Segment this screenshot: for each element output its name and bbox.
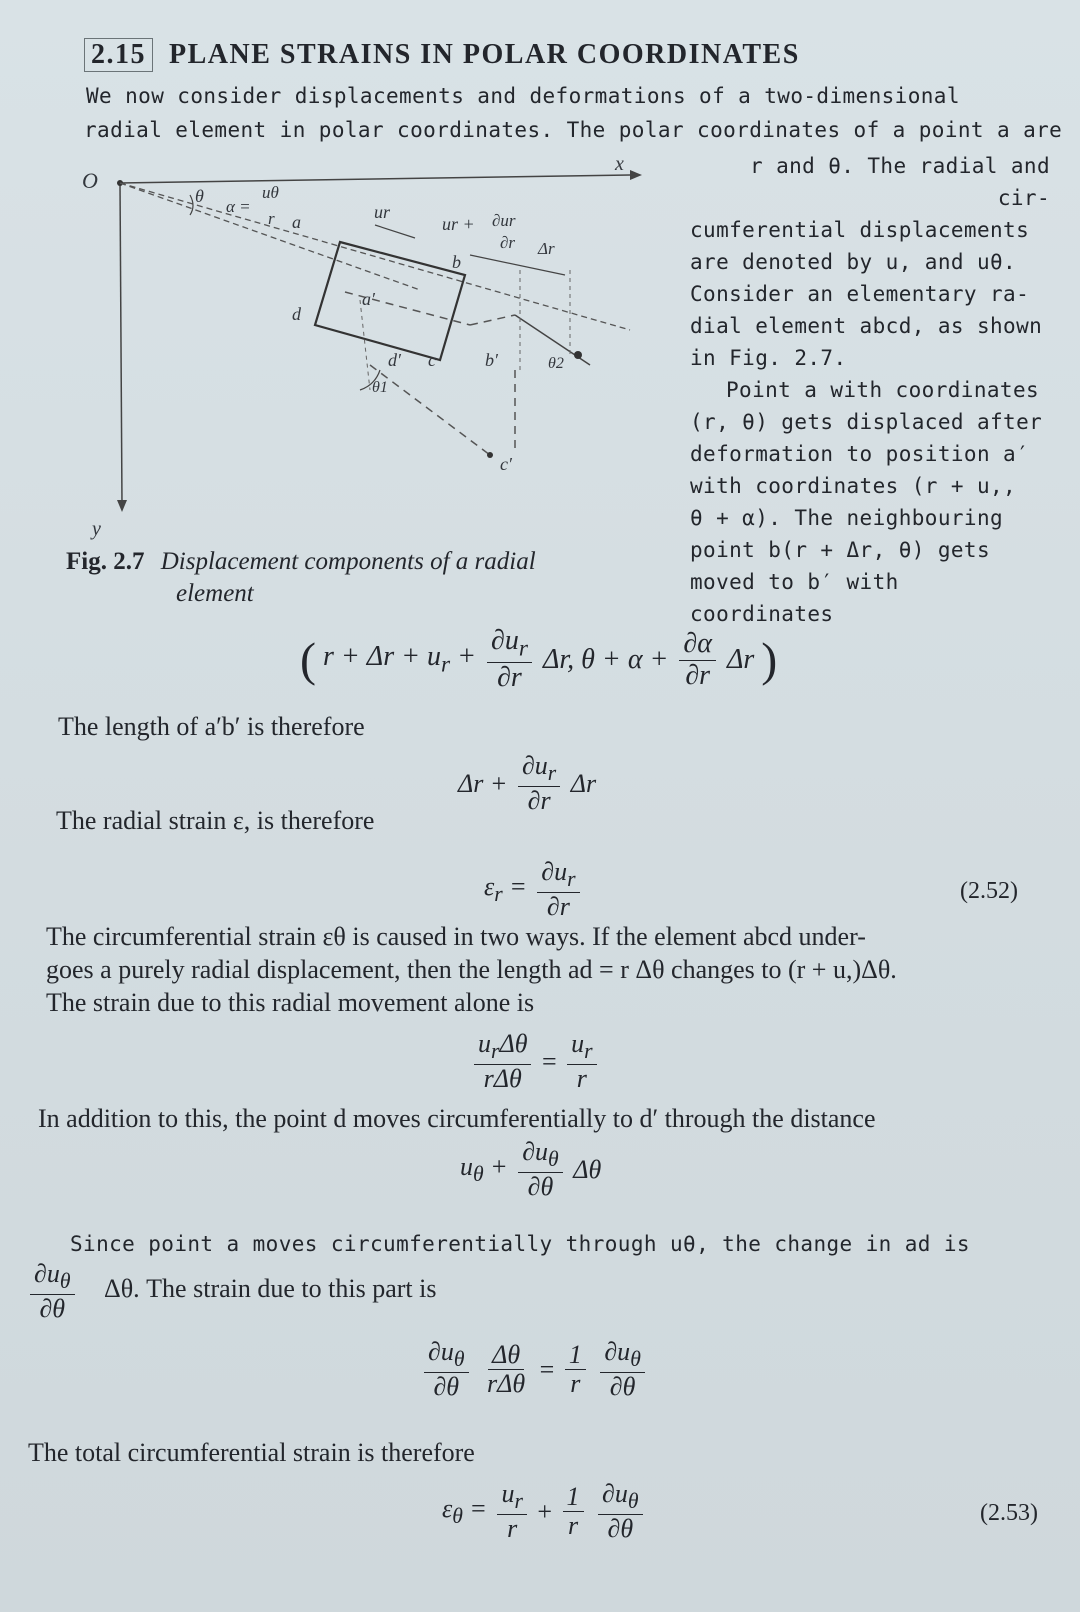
equation-circumferential-strain-part: $\frac{\partial u_\theta}{\partial\theta}$ $\frac{\Delta\theta}{\text{rΔθ}}$ = $\frac{1}{r}$ $\frac{\partial u_\theta}{\partial\theta}$ bbox=[420, 1338, 649, 1402]
figure-caption-line-1: Displacement components of a radial bbox=[160, 548, 536, 575]
radial-strain-text: The radial strain ε, is therefore bbox=[56, 806, 375, 835]
label-d-prime: d′ bbox=[388, 350, 401, 370]
label-x-axis: x bbox=[615, 153, 624, 175]
label-b: b bbox=[452, 252, 461, 272]
y-axis-arrow bbox=[117, 500, 127, 512]
label-u-r: ur bbox=[374, 202, 391, 222]
theta2-arrowhead bbox=[574, 351, 582, 359]
label-b-prime: b′ bbox=[485, 350, 498, 370]
label-c-prime: c′ bbox=[500, 454, 512, 474]
side-line-6: in Fig. 2.7. bbox=[690, 346, 847, 370]
side-line-10: with coordinates (r + u,, bbox=[690, 474, 1017, 498]
label-theta2: θ2 bbox=[548, 355, 564, 372]
label-du-r: ∂ur bbox=[492, 211, 516, 230]
theta-arc bbox=[190, 195, 193, 215]
y-axis-line bbox=[120, 183, 122, 505]
side-line-4: Consider an elementary ra- bbox=[690, 282, 1030, 306]
label-a-prime: a′ bbox=[362, 289, 375, 309]
section-number: 2.15 bbox=[84, 38, 153, 72]
equation-number-2-52: (2.52) bbox=[960, 878, 1018, 904]
deformed-edge-4 bbox=[370, 365, 490, 455]
section-title: PLANE STRAINS IN POLAR COORDINATES bbox=[169, 39, 800, 70]
figure-caption-label: Fig. 2.7 bbox=[66, 548, 145, 575]
length-text: The length of a′b′ is therefore bbox=[58, 712, 365, 741]
dashed-guide-1 bbox=[360, 300, 370, 390]
intro-line-1: We now consider displacements and deformations of a two-dimensional bbox=[86, 84, 960, 108]
ur-dr-arrow bbox=[470, 255, 565, 275]
side-line-3: are denoted by u, and uθ. bbox=[690, 250, 1017, 274]
label-u-theta: uθ bbox=[262, 183, 279, 202]
side-line-12: point b(r + Δr, θ) gets bbox=[690, 538, 990, 562]
label-theta1: θ1 bbox=[372, 379, 388, 396]
label-theta: θ bbox=[195, 186, 204, 206]
side-line-7: Point a with coordinates bbox=[726, 378, 1040, 402]
label-dr: ∂r bbox=[500, 233, 516, 252]
equation-2-53: $\varepsilon_\theta$ = $\frac{u_r}{r}$ + $\frac{1}{r}$ $\frac{\partial u_\theta}{\partial\theta}$ bbox=[442, 1480, 647, 1544]
equation-circumferential-distance: $u_\theta$ + $\frac{\partial u_\theta}{\partial\theta}$ Δθ bbox=[460, 1137, 602, 1202]
label-alpha: α = bbox=[226, 197, 251, 216]
label-a: a bbox=[292, 212, 301, 232]
equation-number-2-53: (2.53) bbox=[980, 1500, 1038, 1526]
total-text: The total circumferential strain is therefore bbox=[28, 1438, 475, 1467]
label-y-axis: y bbox=[92, 518, 101, 540]
label-d: d bbox=[292, 304, 301, 324]
label-u-r-plus: ur + bbox=[442, 214, 475, 234]
side-line-2: cumferential displacements bbox=[690, 218, 1030, 242]
circ-line-2: goes a purely radial displacement, then the length ad = r Δθ changes to (r + u,)Δθ. bbox=[46, 955, 897, 984]
since-line-2: Δθ. The strain due to this part is bbox=[104, 1274, 437, 1303]
label-origin: O bbox=[82, 168, 98, 193]
addition-text: In addition to this, the point d moves circumferentially to d′ through the distance bbox=[38, 1104, 876, 1133]
side-line-8: (r, θ) gets displaced after bbox=[690, 410, 1043, 434]
label-delta-r: Δr bbox=[538, 239, 555, 258]
section-heading bbox=[84, 38, 800, 72]
equation-b-prime-coords: ( $r + \Delta r + u_r$ + $\frac{\partial u_r}{\partial r}$ Δr, θ + α + $\frac{\partial\alpha}{\partial r}$ Δr ) bbox=[300, 625, 778, 694]
side-line-9: deformation to position a′ bbox=[690, 442, 1030, 466]
side-line-11: θ + α). The neighbouring bbox=[690, 506, 1004, 530]
circ-line-1: The circumferential strain εθ is caused in two ways. If the element abcd under- bbox=[46, 922, 866, 951]
label-c: c bbox=[428, 350, 436, 370]
element-abcd bbox=[315, 242, 465, 360]
x-axis-arrow bbox=[630, 170, 642, 180]
side-text-column bbox=[690, 150, 1050, 630]
since-line-1: Since point a moves circumferentially through uθ, the change in ad is bbox=[70, 1232, 970, 1256]
figure-2-7-diagram bbox=[70, 150, 670, 545]
equation-length-a-b-prime: Δr + $\frac{\partial u_r}{\partial r}$ Δr bbox=[458, 751, 597, 816]
equation-2-52: $\varepsilon_r$ = $\frac{\partial u_r}{\partial r}$ bbox=[484, 858, 584, 922]
side-line-13: moved to b′ with coordinates bbox=[690, 570, 899, 626]
figure-caption-line-2: element bbox=[176, 580, 254, 607]
x-axis-line bbox=[120, 175, 630, 183]
ur-arrow bbox=[375, 225, 415, 238]
intro-line-2: radial element in polar coordinates. The polar coordinates of a point a are bbox=[84, 118, 1063, 142]
since-line-2-fraction: $\frac{\partial u_\theta}{\partial\theta}$ bbox=[26, 1260, 79, 1324]
deformed-edge-2 bbox=[470, 315, 515, 325]
label-r: r bbox=[268, 209, 275, 228]
side-line-5: dial element abcd, as shown bbox=[690, 314, 1043, 338]
figure-caption bbox=[66, 548, 536, 576]
equation-radial-strain-part: $\frac{u_r\Delta\theta}{\text{rΔθ}}$ = $\frac{u_r}{r}$ bbox=[470, 1030, 601, 1094]
c-prime-point bbox=[487, 452, 493, 458]
circ-line-3: The strain due to this radial movement alone is bbox=[46, 988, 535, 1017]
side-line-1: r and θ. The radial and cir- bbox=[750, 154, 1050, 210]
